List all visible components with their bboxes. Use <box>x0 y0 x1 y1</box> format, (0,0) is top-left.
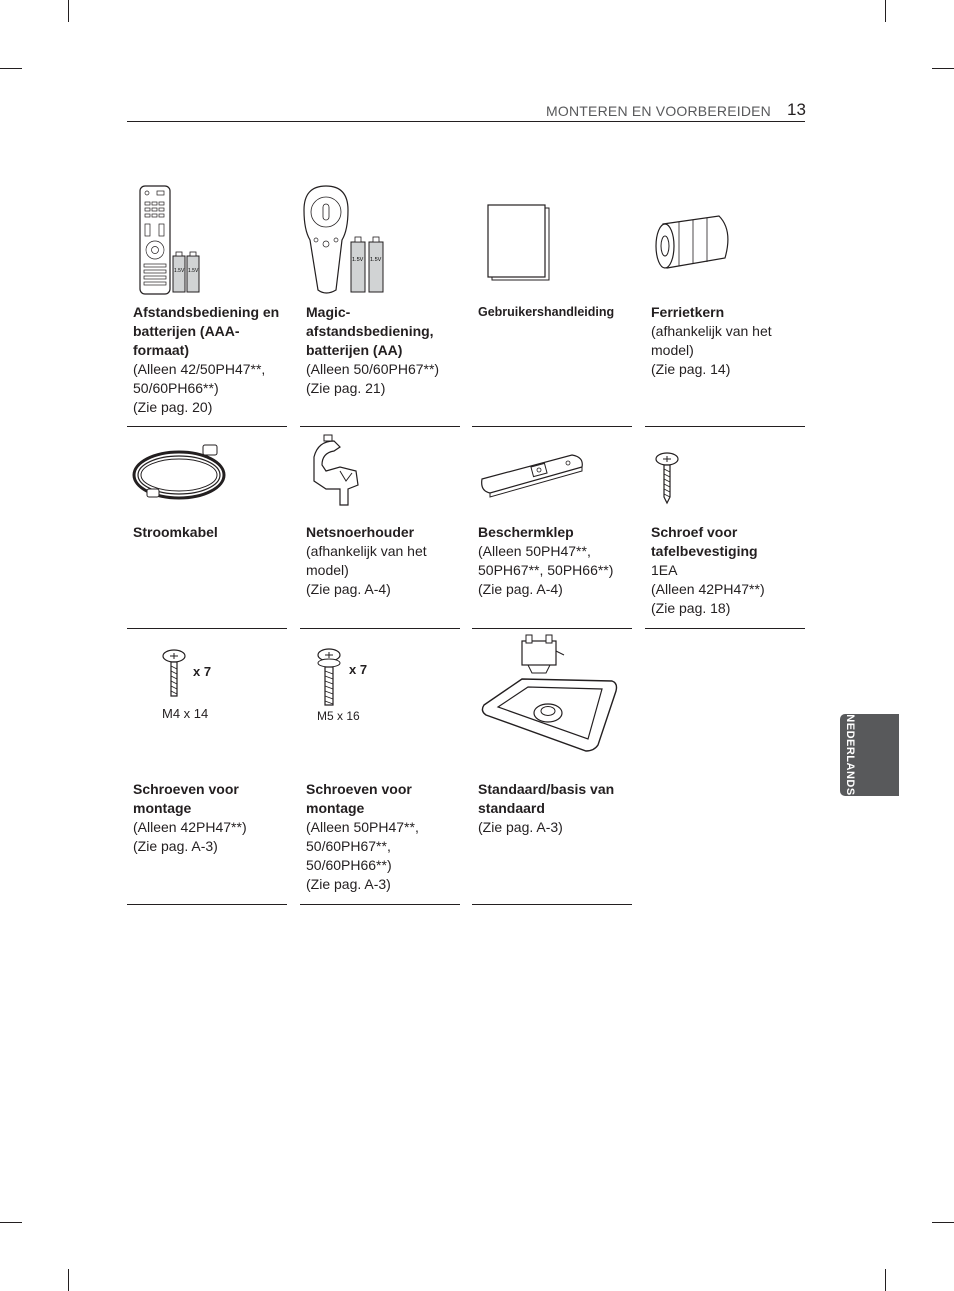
cell-divider <box>127 904 287 905</box>
item-title: Beschermklep <box>478 524 574 540</box>
battery-label: 1.5V <box>370 257 382 263</box>
item-detail: (Alleen 42/50PH47**, <box>133 361 266 377</box>
crop-mark <box>68 0 69 22</box>
item-table-screw <box>645 427 805 629</box>
screw-size-label: M5 x 16 <box>317 709 360 723</box>
header-divider <box>127 121 805 122</box>
item-caption <box>478 303 628 322</box>
item-detail: model) <box>651 342 694 358</box>
item-caption <box>651 303 801 379</box>
remote-control-illustration <box>127 180 287 300</box>
ferrite-core-illustration <box>645 180 805 300</box>
quantity-label: x 7 <box>349 662 368 677</box>
cell-divider <box>300 904 460 905</box>
cable-holder-illustration <box>300 427 460 517</box>
item-caption <box>478 780 628 837</box>
item-title: Netsnoerhouder <box>306 524 415 540</box>
crop-mark <box>0 1222 22 1223</box>
item-caption <box>133 303 283 417</box>
crop-mark <box>932 68 954 69</box>
item-title: Schroeven voor montage <box>306 781 412 816</box>
item-detail: (Zie pag. 20) <box>133 399 213 415</box>
item-manual <box>472 180 632 427</box>
item-detail: (Alleen 42PH47**) <box>651 581 765 597</box>
item-detail: (afhankelijk van het <box>306 543 427 559</box>
item-title: Stroomkabel <box>133 524 218 540</box>
crop-mark <box>0 68 22 69</box>
item-detail: model) <box>306 562 349 578</box>
item-caption <box>306 780 456 894</box>
item-title: Schroeven voor montage <box>133 781 239 816</box>
screw-size-label: M4 x 14 <box>162 706 209 721</box>
item-ferrite <box>645 180 805 427</box>
item-detail: (Zie pag. A-3) <box>478 819 563 835</box>
item-caption <box>306 303 456 398</box>
crop-mark <box>885 1269 886 1291</box>
page-number: 13 <box>787 100 806 119</box>
item-title: Afstandsbediening en batterijen (AAA-formaat) <box>133 304 280 358</box>
screw-illustration <box>645 427 805 517</box>
language-tab-label: NEDERLANDS <box>844 714 857 796</box>
item-power-cable <box>127 427 287 629</box>
protection-cover-illustration <box>472 427 632 517</box>
quantity-label: x 7 <box>193 664 212 679</box>
manual-illustration <box>472 180 632 300</box>
crop-mark <box>885 0 886 22</box>
item-detail: (Zie pag. A-3) <box>306 876 391 892</box>
item-protection-cover <box>472 427 632 629</box>
item-detail: (afhankelijk van het <box>651 323 772 339</box>
item-m4-screws <box>127 629 287 906</box>
item-detail: 50/60PH66**) <box>306 857 392 873</box>
item-detail: (Alleen 50PH47**, <box>306 819 419 835</box>
item-caption <box>651 523 801 618</box>
crop-mark <box>68 1269 69 1291</box>
item-m5-screws <box>300 629 460 906</box>
item-magic-remote <box>300 180 460 427</box>
stand-illustration <box>472 629 632 759</box>
item-detail: (Zie pag. 21) <box>306 380 386 396</box>
item-detail: 1EA <box>651 562 678 578</box>
item-detail: 50PH67**, 50PH66**) <box>478 562 614 578</box>
battery-label: 1.5V <box>188 268 199 274</box>
item-detail: (Zie pag. A-4) <box>478 581 563 597</box>
item-title: Standaard/basis van standaard <box>478 781 615 816</box>
item-caption <box>133 523 283 542</box>
item-detail: 50/60PH67**, <box>306 838 391 854</box>
item-detail: 50/60PH66**) <box>133 380 219 396</box>
item-detail: (Alleen 50/60PH67**) <box>306 361 440 377</box>
battery-label: 1.5V <box>352 257 364 263</box>
item-title: Magic-afstandsbediening, batterijen (AA) <box>306 304 434 358</box>
item-caption <box>306 523 456 599</box>
item-caption <box>478 523 628 599</box>
cell-divider <box>472 904 632 905</box>
item-detail: (Zie pag. A-4) <box>306 581 391 597</box>
crop-mark <box>932 1222 954 1223</box>
item-cable-holder <box>300 427 460 629</box>
item-detail: (Zie pag. 14) <box>651 361 731 377</box>
item-caption <box>133 780 283 856</box>
item-title: Ferrietkern <box>651 304 725 320</box>
section-title: MONTEREN EN VOORBEREIDEN <box>546 103 771 119</box>
cell-divider <box>645 628 805 629</box>
item-remote <box>127 180 287 427</box>
item-title: Gebruikershandleiding <box>478 305 615 319</box>
item-title: Schroef voor tafelbevestiging <box>651 524 758 559</box>
language-tab <box>840 714 899 796</box>
power-cable-illustration <box>127 427 287 517</box>
item-detail: (Zie pag. 18) <box>651 600 731 616</box>
item-detail: (Alleen 42PH47**) <box>133 819 247 835</box>
battery-label: 1.5V <box>174 268 185 274</box>
magic-remote-illustration <box>300 180 460 300</box>
item-detail: (Alleen 50PH47**, <box>478 543 591 559</box>
screw-illustration <box>300 629 460 709</box>
item-detail: (Zie pag. A-3) <box>133 838 218 854</box>
item-stand <box>472 629 632 906</box>
